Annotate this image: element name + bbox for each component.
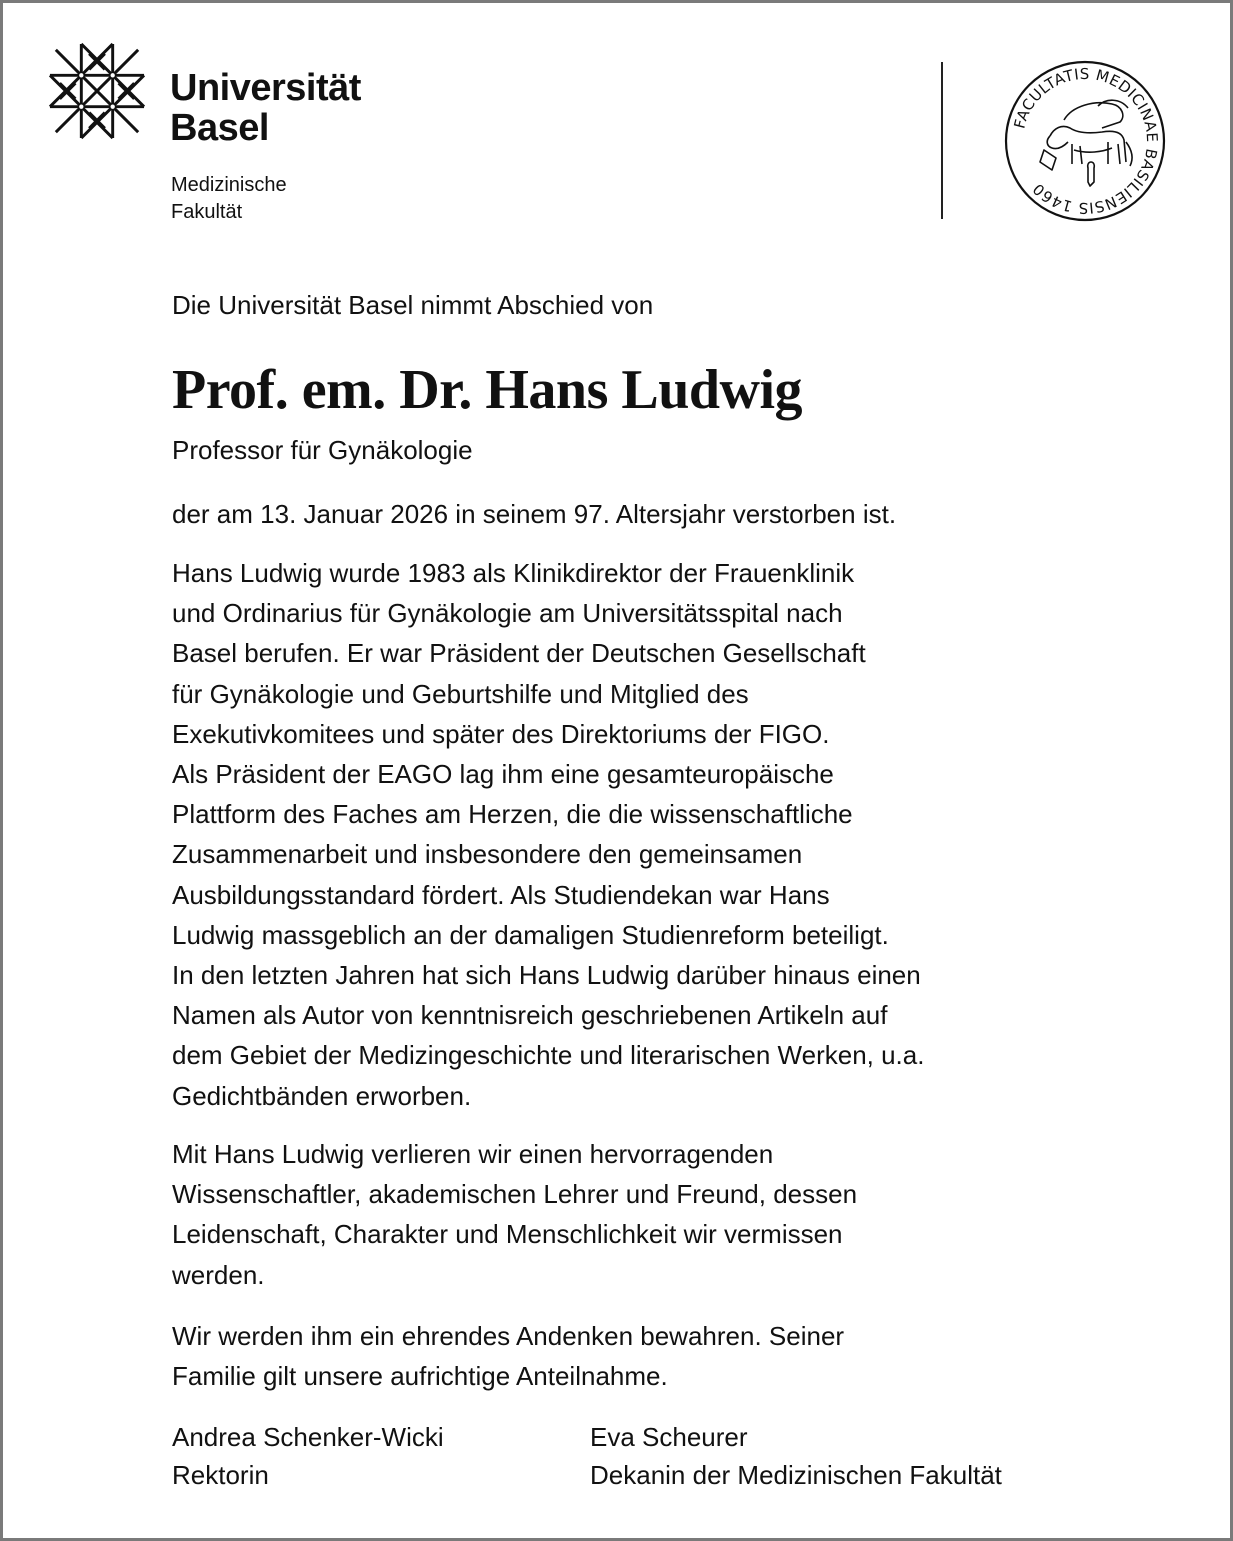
paragraph-line: Leidenschaft, Charakter und Menschlichkeit wir vermissen <box>172 1219 843 1250</box>
intro-text: Die Universität Basel nimmt Abschied von <box>172 290 654 320</box>
paragraph-line: Ausbildungsstandard fördert. Als Studiendekan war Hans <box>172 879 830 910</box>
biography-paragraph <box>172 553 924 1116</box>
faculty-label <box>171 172 287 226</box>
paragraph-line: Wissenschaftler, akademischen Lehrer und Freund, dessen <box>172 1179 858 1210</box>
seal-text: FACULTATIS MEDICINAE BASILIENSIS 1460 <box>1010 64 1162 218</box>
header-divider <box>941 62 943 219</box>
paragraph-line: Exekutivkomitees und später des Direktoriums der FIGO. <box>172 718 830 749</box>
death-note: der am 13. Januar 2026 in seinem 97. Altersjahr verstorben ist. <box>172 499 897 529</box>
condolence-paragraph <box>172 1316 844 1396</box>
deceased-name: Prof. em. Dr. Hans Ludwig <box>172 359 802 421</box>
signatory-name: Andrea Schenker-Wicki <box>172 1422 444 1452</box>
paragraph-line: Basel berufen. Er war Präsident der Deutschen Gesellschaft <box>172 638 866 669</box>
faculty-seal-icon <box>1002 58 1168 224</box>
paragraph-line: Ludwig massgeblich an der damaligen Studienreform beteiligt. <box>172 919 889 950</box>
svg-text:FACULTATIS MEDICINAE BASILIENS <box>1010 65 1161 217</box>
paragraph-line: In den letzten Jahren hat sich Hans Ludwig darüber hinaus einen <box>172 960 921 991</box>
signatory-role: Dekanin der Medizinischen Fakultät <box>590 1460 1002 1490</box>
university-basel-star-icon <box>48 42 146 140</box>
tribute-paragraph <box>172 1134 857 1295</box>
wordmark-line-1: Universität <box>170 67 361 109</box>
paragraph-line: Zusammenarbeit und insbesondere den gemeinsamen <box>172 839 803 870</box>
paragraph-line: Hans Ludwig wurde 1983 als Klinikdirektor der Frauenklinik <box>172 558 855 588</box>
wordmark-line-2: Basel <box>170 107 269 149</box>
signatory-name: Eva Scheurer <box>590 1422 748 1452</box>
paragraph-line: Plattform des Faches am Herzen, die die wissenschaftliche <box>172 799 853 830</box>
faculty-line-2: Fakultät <box>171 201 243 223</box>
university-wordmark <box>170 68 361 148</box>
paragraph-line: Wir werden ihm ein ehrendes Andenken bewahren. Seiner <box>172 1321 845 1351</box>
faculty-line-1: Medizinische <box>171 174 287 196</box>
paragraph-line: dem Gebiet der Medizingeschichte und literarischen Werken, u.a. <box>172 1040 925 1071</box>
signatory-dean <box>590 1418 1002 1494</box>
paragraph-line: für Gynäkologie und Geburtshilfe und Mitglied des <box>172 678 749 709</box>
paragraph-line: Familie gilt unsere aufrichtige Anteilnahme. <box>172 1361 668 1392</box>
deceased-position: Professor für Gynäkologie <box>172 435 473 465</box>
paragraph-line: Namen als Autor von kenntnisreich geschriebenen Artikeln auf <box>172 1000 888 1031</box>
paragraph-line: Gedichtbänden erworben. <box>172 1080 472 1111</box>
signatory-rector <box>172 1418 444 1494</box>
paragraph-line: Mit Hans Ludwig verlieren wir einen hervorragenden <box>172 1139 774 1169</box>
signatory-role: Rektorin <box>172 1460 269 1490</box>
paragraph-line: Als Präsident der EAGO lag ihm eine gesamteuropäische <box>172 759 834 790</box>
paragraph-line: und Ordinarius für Gynäkologie am Universitätsspital nach <box>172 598 843 629</box>
paragraph-line: werden. <box>172 1259 265 1290</box>
